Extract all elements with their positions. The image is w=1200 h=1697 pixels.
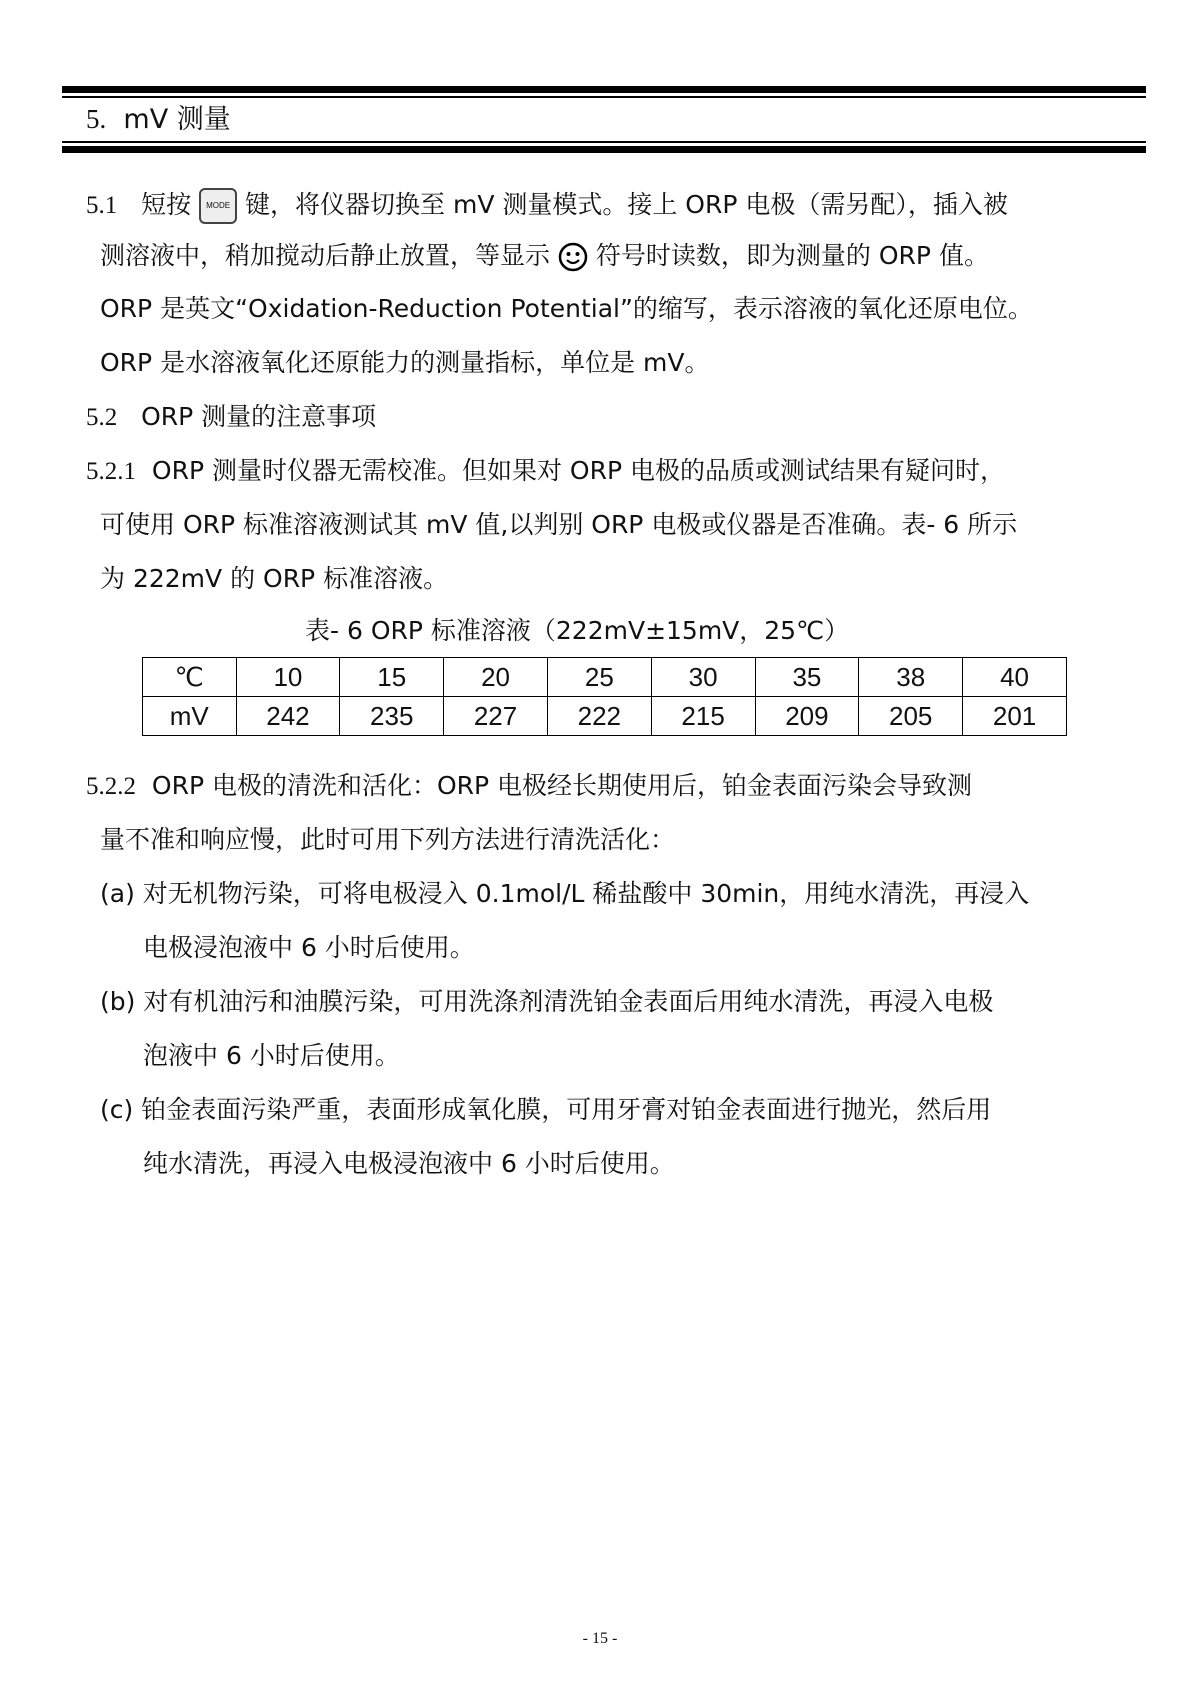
table-cell: 222	[547, 697, 651, 736]
table-cell: 215	[651, 697, 755, 736]
para-number: 5.2.1	[86, 458, 136, 485]
section-title: mV 测量	[123, 104, 231, 135]
text: 键，将仪器切换至 mV 测量模式。接上 ORP 电极（需另配），插入被	[245, 190, 1008, 219]
orp-standard-table	[142, 657, 1067, 736]
bottom-rule-thin	[62, 141, 1146, 143]
table-row-temperature	[143, 658, 1067, 697]
table-cell: 20	[444, 658, 548, 697]
text: ORP 测量时仪器无需校准。但如果对 ORP 电极的品质或测试结果有疑问时，	[151, 456, 1005, 485]
mode-key-icon: MODE	[199, 188, 237, 224]
item-c-line2: 纯水清洗，再浸入电极浸泡液中 6 小时后使用。	[143, 1149, 675, 1178]
table-cell: 25	[547, 658, 651, 697]
table-cell: 205	[859, 697, 963, 736]
para-5-1-line3: ORP 是英文“Oxidation-Reduction Potential”的缩写，表示溶液的氧化还原电位。	[100, 294, 1033, 323]
table-cell: 201	[963, 697, 1067, 736]
bottom-rule	[62, 146, 1146, 153]
page-number: - 15 -	[582, 1630, 618, 1647]
top-rule-thin	[62, 96, 1146, 98]
para-5-1-line4: ORP 是水溶液氧化还原能力的测量指标，单位是 mV。	[100, 348, 710, 377]
table-cell: 235	[340, 697, 444, 736]
para-number: 5.2	[86, 404, 118, 431]
table-cell: 10	[236, 658, 340, 697]
table-cell: 30	[651, 658, 755, 697]
para-5-2-1-line2: 可使用 ORP 标准溶液测试其 mV 值,以判别 ORP 电极或仪器是否准确。表- 6 所示	[100, 510, 1018, 539]
table-row-mv	[143, 697, 1067, 736]
para-5-2-2-line2: 量不准和响应慢，此时可用下列方法进行清洗活化：	[100, 825, 676, 854]
para-5-1-line1	[86, 188, 1008, 224]
para-5-2-1-line3: 为 222mV 的 ORP 标准溶液。	[100, 564, 449, 593]
subsection-title: ORP 测量的注意事项	[141, 402, 377, 431]
table-cell: 15	[340, 658, 444, 697]
para-5-2-2-line1	[86, 773, 972, 799]
smiley-icon	[558, 242, 588, 272]
text: ORP 电极的清洗和活化：ORP 电极经长期使用后，铂金表面污染会导致测	[151, 771, 973, 800]
section-heading	[86, 106, 231, 133]
top-rule	[62, 86, 1146, 93]
table-cell: 35	[755, 658, 859, 697]
subsection-5-2	[86, 404, 376, 430]
table-cell: 40	[963, 658, 1067, 697]
item-b-line1: (b) 对有机油污和油膜污染，可用洗涤剂清洗铂金表面后用纯水清洗，再浸入电极	[100, 987, 994, 1016]
text: 测溶液中，稍加搅动后静止放置，等显示	[100, 241, 551, 270]
para-number: 5.2.2	[86, 773, 136, 800]
item-c-line1: (c) 铂金表面污染严重，表面形成氧化膜，可用牙膏对铂金表面进行抛光，然后用	[100, 1095, 992, 1124]
table-cell: 38	[859, 658, 963, 697]
table-caption: 表- 6 ORP 标准溶液（222mV±15mV，25℃）	[305, 616, 850, 645]
item-a-line1: (a) 对无机物污染，可将电极浸入 0.1mol/L 稀盐酸中 30min，用纯水清洗，再浸入	[100, 879, 1030, 908]
para-5-1-line2	[100, 242, 989, 272]
table-cell: ℃	[143, 658, 237, 697]
para-number: 5.1	[86, 192, 118, 219]
text: 短按	[141, 190, 192, 219]
table-cell: 242	[236, 697, 340, 736]
table-cell: 227	[444, 697, 548, 736]
section-number: 5.	[86, 104, 107, 134]
text: 符号时读数，即为测量的 ORP 值。	[595, 241, 989, 270]
table-cell: mV	[143, 697, 237, 736]
item-a-line2: 电极浸泡液中 6 小时后使用。	[143, 933, 475, 962]
item-b-line2: 泡液中 6 小时后使用。	[143, 1041, 400, 1070]
para-5-2-1-line1	[86, 458, 1005, 484]
table-cell: 209	[755, 697, 859, 736]
